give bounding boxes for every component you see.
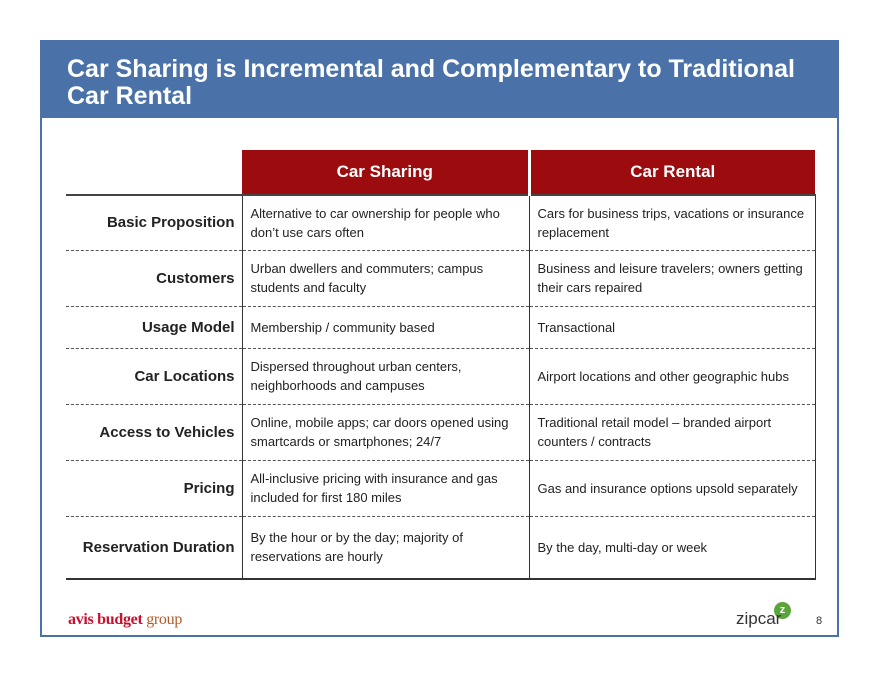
header-blank-cell bbox=[66, 150, 242, 195]
logo-brand-text: avis budget bbox=[68, 611, 143, 628]
comparison-table bbox=[66, 150, 816, 580]
car-rental-cell: Airport locations and other geographic hubs bbox=[529, 348, 815, 404]
table-row bbox=[66, 460, 815, 516]
car-rental-cell: Transactional bbox=[529, 306, 815, 348]
car-sharing-cell: Alternative to car ownership for people who don’t use cars often bbox=[242, 195, 529, 250]
logo-group-text: group bbox=[146, 611, 183, 628]
slide-title: Car Sharing is Incremental and Complementary to Traditional Car Rental bbox=[67, 55, 795, 110]
table-row bbox=[66, 306, 815, 348]
car-sharing-cell: Dispersed throughout urban centers, neighborhoods and campuses bbox=[242, 348, 529, 404]
row-label: Reservation Duration bbox=[66, 516, 242, 579]
row-label: Customers bbox=[66, 250, 242, 306]
table-row bbox=[66, 516, 815, 579]
avis-budget-group-logo bbox=[68, 611, 182, 629]
car-rental-cell: By the day, multi-day or week bbox=[529, 516, 815, 579]
row-label: Pricing bbox=[66, 460, 242, 516]
row-label: Access to Vehicles bbox=[66, 404, 242, 460]
table-row bbox=[66, 404, 815, 460]
title-banner bbox=[42, 42, 837, 118]
table-row bbox=[66, 195, 815, 250]
car-sharing-cell: By the hour or by the day; majority of reservations are hourly bbox=[242, 516, 529, 579]
car-sharing-cell: All-inclusive pricing with insurance and gas included for first 180 miles bbox=[242, 460, 529, 516]
row-label: Car Locations bbox=[66, 348, 242, 404]
car-sharing-cell: Urban dwellers and commuters; campus students and faculty bbox=[242, 250, 529, 306]
car-sharing-cell: Membership / community based bbox=[242, 306, 529, 348]
table-row bbox=[66, 348, 815, 404]
car-rental-cell: Traditional retail model – branded airport counters / contracts bbox=[529, 404, 815, 460]
slide-frame bbox=[40, 40, 839, 637]
car-rental-cell: Gas and insurance options upsold separately bbox=[529, 460, 815, 516]
row-label: Basic Proposition bbox=[66, 195, 242, 250]
table-row bbox=[66, 250, 815, 306]
zipcar-badge-icon: z bbox=[774, 602, 791, 619]
car-rental-cell: Business and leisure travelers; owners getting their cars repaired bbox=[529, 250, 815, 306]
car-rental-cell: Cars for business trips, vacations or insurance replacement bbox=[529, 195, 815, 250]
row-label: Usage Model bbox=[66, 306, 242, 348]
page-number: 8 bbox=[816, 615, 823, 627]
table-header-row bbox=[66, 150, 815, 195]
zipcar-logo: zipcar bbox=[736, 609, 782, 628]
header-car-rental: Car Rental bbox=[529, 150, 815, 195]
car-sharing-cell: Online, mobile apps; car doors opened using smartcards or smartphones; 24/7 bbox=[242, 404, 529, 460]
header-car-sharing: Car Sharing bbox=[242, 150, 529, 195]
